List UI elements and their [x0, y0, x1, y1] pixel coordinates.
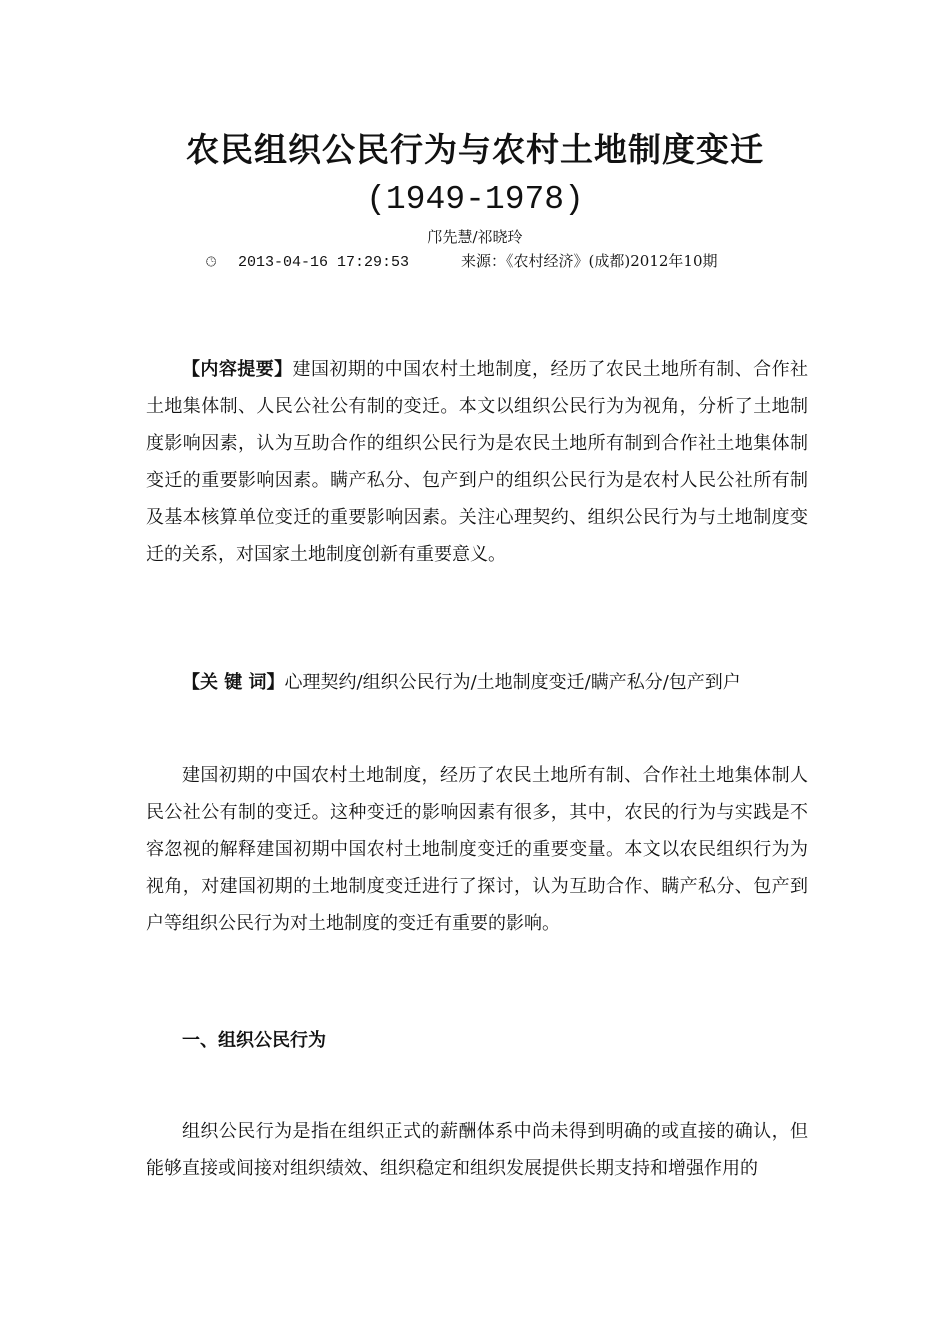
article-title-years: (1949-1978): [366, 181, 584, 218]
article-source: 来源：《农村经济》(成都)2012年10期: [461, 252, 718, 270]
article-meta: [206, 251, 718, 273]
body-paragraph-2: 组织公民行为是指在组织正式的薪酬体系中尚未得到明确的或直接的确认，但能够直接或间接对组织绩效、组织稳定和组织发展提供长期支持和增强作用的: [146, 1121, 808, 1179]
keywords-paragraph: [146, 664, 808, 701]
article-authors: 邝先慧/祁晓玲: [427, 228, 523, 246]
article-title: 农民组织公民行为与农村土地制度变迁: [186, 130, 764, 169]
abstract-text: 建国初期的中国农村土地制度，经历了农民土地所有制、合作社土地集体制、人民公社公有制的变迁。本文以组织公民行为为视角，分析了土地制度影响因素，认为互助合作的组织公民行为是农民土地所有制到合作社土地集体制变迁的重要影响因素。瞒产私分、包产到户的组织公民行为是农村人民公社所有制及基本核算单位变迁的重要影响因素。关注心理契约、组织公民行为与土地制度变迁的关系，对国家土地制度创新有重要意义。: [146, 359, 808, 565]
abstract-label: 【内容提要】: [182, 359, 293, 380]
keywords-label: 【关 键 词】: [182, 672, 285, 693]
body-paragraph-1: 建国初期的中国农村土地制度，经历了农民土地所有制、合作社土地集体制人民公社公有制的变迁。这种变迁的影响因素有很多，其中，农民的行为与实践是不容忽视的解释建国初期中国农村土地制度变迁的重要变量。本文以农民组织行为为视角，对建国初期的土地制度变迁进行了探讨，认为互助合作、瞒产私分、包产到户等组织公民行为对土地制度的变迁有重要的影响。: [146, 765, 808, 934]
publish-datetime: 2013-04-16 17:29:53: [238, 254, 410, 271]
clock-icon: 🕒︎: [206, 255, 217, 270]
keywords-text: 心理契约/组织公民行为/土地制度变迁/瞒产私分/包产到户: [284, 672, 741, 693]
section-heading-1: 一、组织公民行为: [182, 1030, 326, 1051]
abstract-paragraph: [146, 351, 808, 573]
